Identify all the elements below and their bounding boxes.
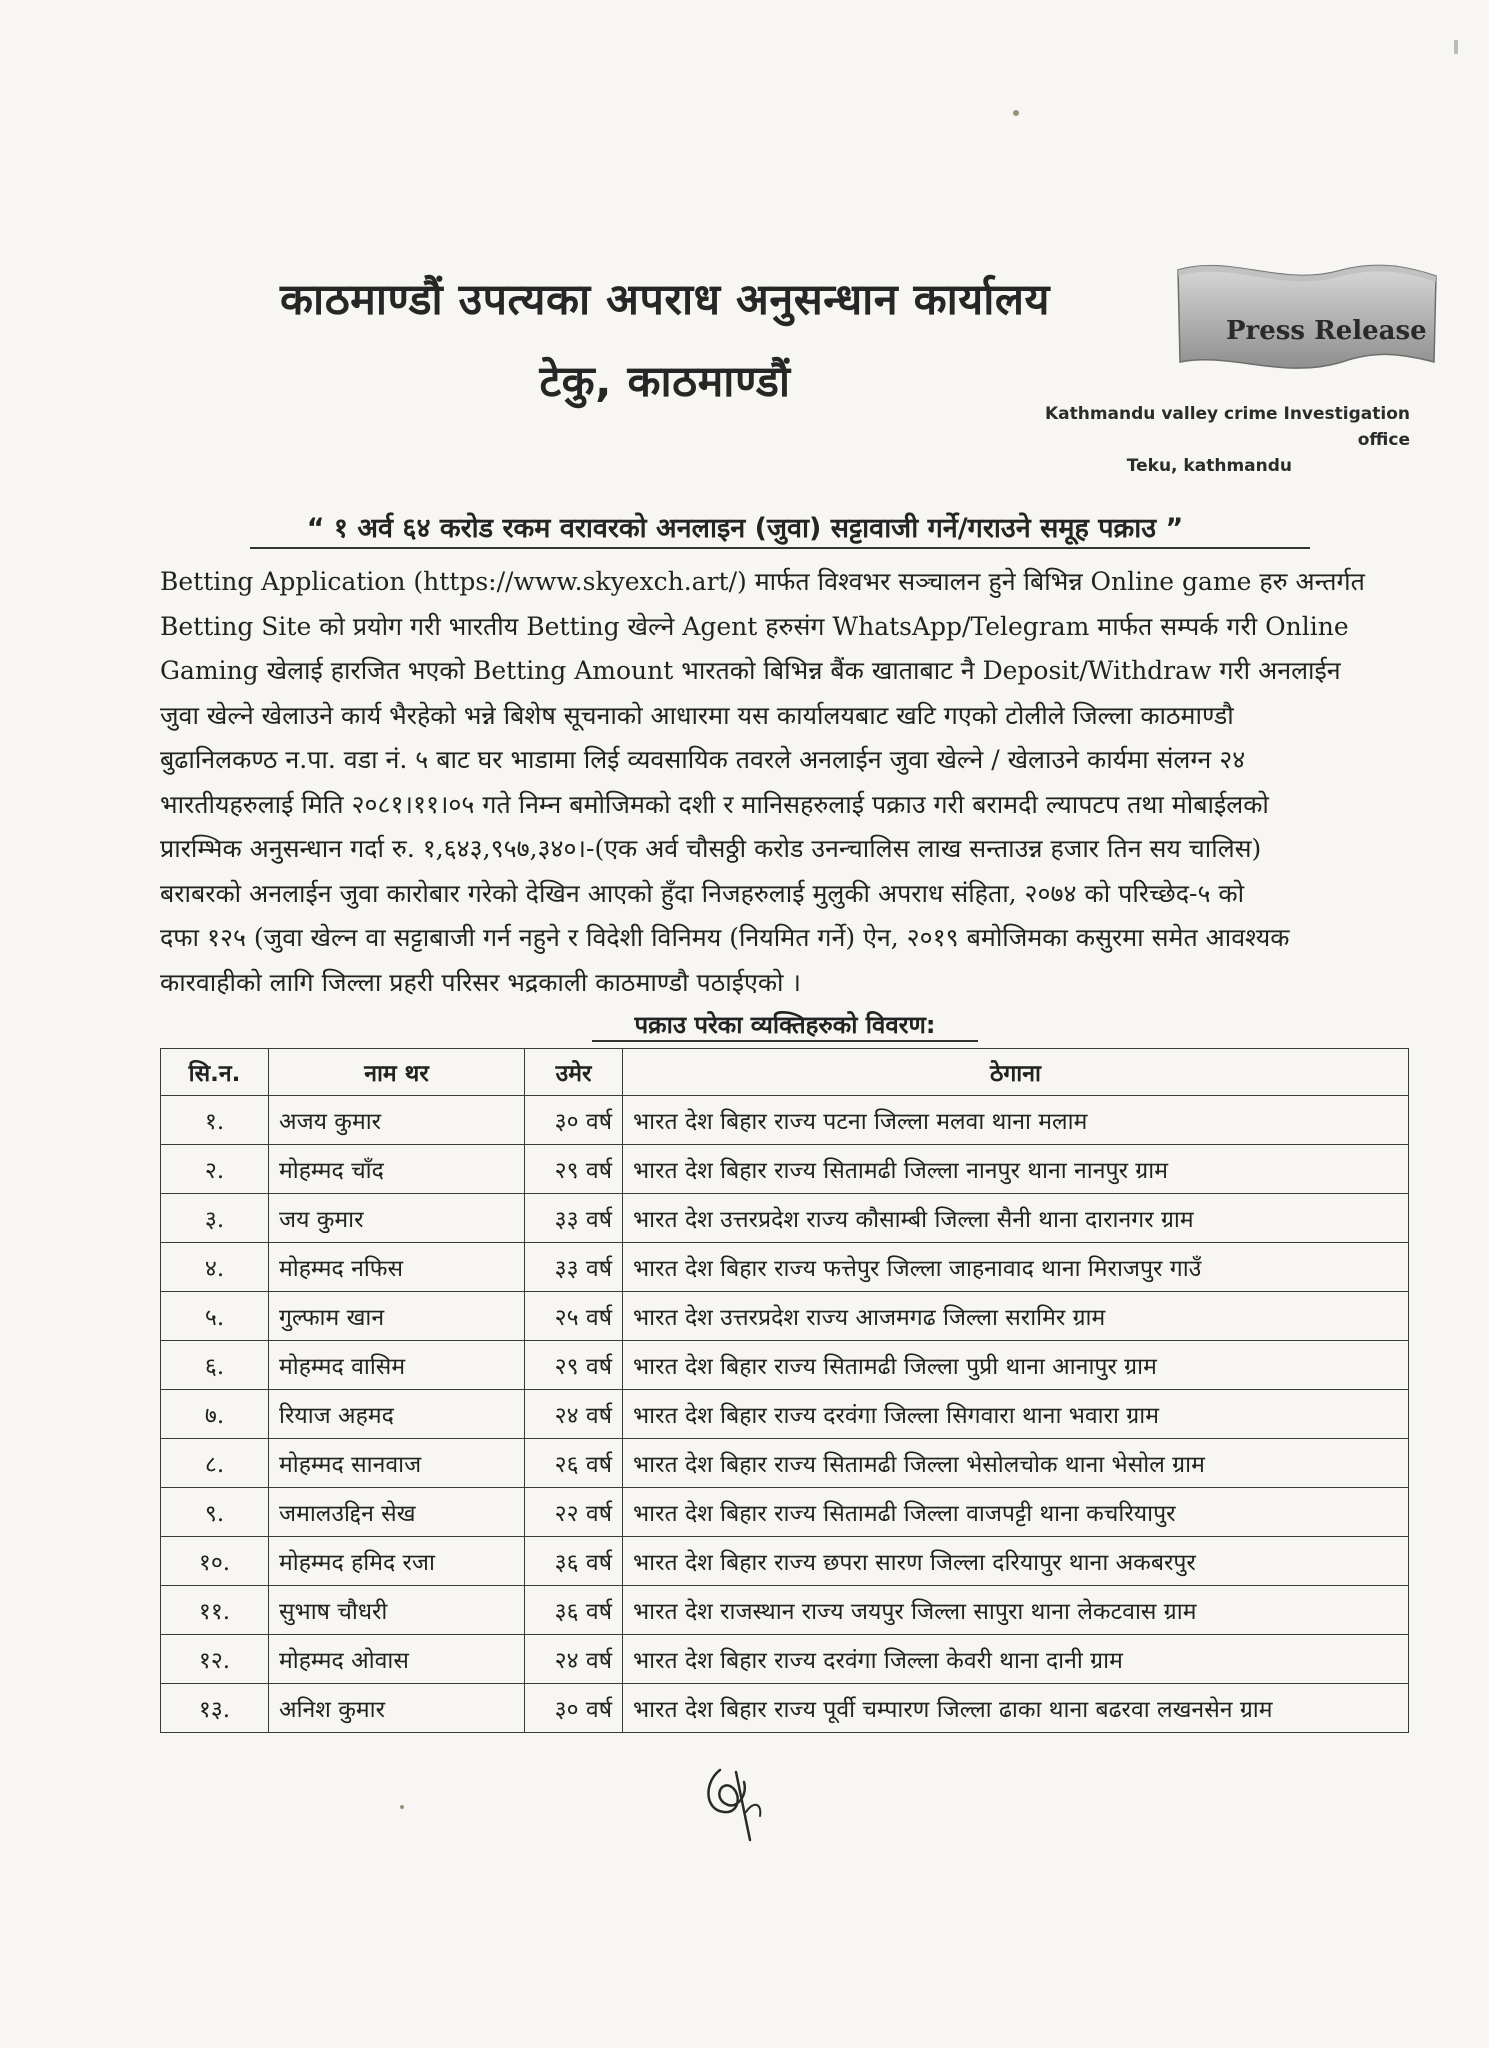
serial-cell: २. <box>161 1145 269 1194</box>
body-line: दफा १२५ (जुवा खेल्न वा सट्टाबाजी गर्न नहुने र विदेशी विनिमय (नियमित गर्ने) ऐन, २०१९ बमोजिमका कसुरमा समेत आवश्यक <box>160 923 1290 952</box>
paper-speck <box>1013 110 1019 116</box>
age-cell: ३३ वर्ष <box>525 1243 623 1292</box>
table-row <box>161 1341 1409 1390</box>
body-line: बराबरको अनलाईन जुवा कारोबार गरेको देखिन आएको हुँदा निजहरुलाई मुलुकी अपराध संहिता, २०७४ को परिच्छेद-५ को <box>160 878 1245 908</box>
name-cell: मोहम्मद नफिस <box>269 1243 525 1292</box>
table-row <box>161 1292 1409 1341</box>
serial-cell: १३. <box>161 1684 269 1733</box>
body-line: कारवाहीको लागि जिल्ला प्रहरी परिसर भद्रकाली काठमाण्डौ पठाईएको । <box>160 967 801 997</box>
age-cell: २४ वर्ष <box>525 1390 623 1439</box>
age-cell: २२ वर्ष <box>525 1488 623 1537</box>
serial-cell: ८. <box>161 1439 269 1488</box>
name-cell: जय कुमार <box>269 1194 525 1243</box>
serial-cell: ५. <box>161 1292 269 1341</box>
address-cell: भारत देश बिहार राज्य दरवंगा जिल्ला सिगवारा थाना भवारा ग्राम <box>623 1390 1409 1439</box>
handwritten-signature <box>690 1752 780 1842</box>
age-cell: ३३ वर्ष <box>525 1194 623 1243</box>
table-row <box>161 1243 1409 1292</box>
serial-cell: ७. <box>161 1390 269 1439</box>
age-cell: ३० वर्ष <box>525 1096 623 1145</box>
age-cell: २९ वर्ष <box>525 1341 623 1390</box>
name-cell: मोहम्मद वासिम <box>269 1341 525 1390</box>
table-row <box>161 1635 1409 1684</box>
body-line: Betting Application (https://www.skyexch.art/) मार्फत विश्वभर सञ्चालन हुने बिभिन्न Online game हरु अन्तर्गत <box>160 567 1365 596</box>
age-cell: २४ वर्ष <box>525 1635 623 1684</box>
table-caption: पक्राउ परेका व्यक्तिहरुको विवरण: <box>634 1011 936 1039</box>
table-row <box>161 1390 1409 1439</box>
name-cell: सुभाष चौधरी <box>269 1586 525 1635</box>
age-cell: २६ वर्ष <box>525 1439 623 1488</box>
address-cell: भारत देश बिहार राज्य सितामढी जिल्ला नानपुर थाना नानपुर ग्राम <box>623 1145 1409 1194</box>
table-row <box>161 1537 1409 1586</box>
body-paragraph <box>160 560 1410 1005</box>
serial-cell: ११. <box>161 1586 269 1635</box>
address-cell: भारत देश बिहार राज्य सितामढी जिल्ला भेसोलचोक थाना भेसोल ग्राम <box>623 1439 1409 1488</box>
address-cell: भारत देश राजस्थान राज्य जयपुर जिल्ला सापुरा थाना लेकटवास ग्राम <box>623 1586 1409 1635</box>
press-release-label: Press Release <box>1226 316 1427 346</box>
table-row <box>161 1488 1409 1537</box>
office-title: काठमाण्डौं उपत्यका अपराध अनुसन्धान कार्यालय <box>280 275 1050 325</box>
address-cell: भारत देश उत्तरप्रदेश राज्य कौसाम्बी जिल्ला सैनी थाना दारानगर ग्राम <box>623 1194 1409 1243</box>
english-office-line1: Kathmandu valley crime Investigation office <box>1044 404 1410 450</box>
serial-cell: ३. <box>161 1194 269 1243</box>
english-office-name <box>990 401 1410 479</box>
column-header-age: उमेर <box>525 1049 623 1096</box>
name-cell: अनिश कुमार <box>269 1684 525 1733</box>
address-cell: भारत देश बिहार राज्य छपरा सारण जिल्ला दरियापुर थाना अकबरपुर <box>623 1537 1409 1586</box>
table-row <box>161 1194 1409 1243</box>
name-cell: रियाज अहमद <box>269 1390 525 1439</box>
table-row <box>161 1439 1409 1488</box>
age-cell: ३० वर्ष <box>525 1684 623 1733</box>
serial-cell: ४. <box>161 1243 269 1292</box>
name-cell: मोहम्मद सानवाज <box>269 1439 525 1488</box>
table-header-row <box>161 1049 1409 1096</box>
body-line: प्रारम्भिक अनुसन्धान गर्दा रु. १,६४३,९५७,३४०।-(एक अर्व चौसठ्ठी करोड उनन्चालिस लाख सन्ताउन्न हजार तिन सय चालिस) <box>160 834 1262 863</box>
name-cell: अजय कुमार <box>269 1096 525 1145</box>
table-row <box>161 1096 1409 1145</box>
serial-cell: १०. <box>161 1537 269 1586</box>
body-line: Betting Site को प्रयोग गरी भारतीय Betting खेल्ने Agent हरुसंग WhatsApp/Telegram मार्फत सम्पर्क गरी Online <box>160 611 1349 641</box>
serial-cell: १. <box>161 1096 269 1145</box>
name-cell: मोहम्मद ओवास <box>269 1635 525 1684</box>
headline-underline <box>250 547 1310 549</box>
name-cell: मोहम्मद हमिद रजा <box>269 1537 525 1586</box>
body-line: Gaming खेलाई हारजित भएको Betting Amount भारतको बिभिन्न बैंक खाताबाट नै Deposit/Withdraw गरी अनलाईन <box>160 656 1341 685</box>
column-header-serial: सि.न. <box>161 1049 269 1096</box>
serial-cell: ९. <box>161 1488 269 1537</box>
office-location: टेकु, काठमाण्डौं <box>539 357 791 407</box>
table-row <box>161 1684 1409 1733</box>
address-cell: भारत देश बिहार राज्य पूर्वी चम्पारण जिल्ला ढाका थाना बढरवा लखनसेन ग्राम <box>623 1684 1409 1733</box>
address-cell: भारत देश उत्तरप्रदेश राज्य आजमगढ जिल्ला सरामिर ग्राम <box>623 1292 1409 1341</box>
english-office-line2: Teku, kathmandu <box>1126 456 1292 476</box>
serial-cell: १२. <box>161 1635 269 1684</box>
paper-speck <box>400 1805 404 1809</box>
body-line: बुढानिलकण्ठ न.पा. वडा नं. ५ बाट घर भाडामा लिई व्यवसायिक तवरले अनलाईन जुवा खेल्ने / खेलाउने कार्यमा संलग्न २४ <box>160 745 1246 774</box>
age-cell: २५ वर्ष <box>525 1292 623 1341</box>
name-cell: जमालउद्दिन सेख <box>269 1488 525 1537</box>
address-cell: भारत देश बिहार राज्य फत्तेपुर जिल्ला जाहनावाद थाना मिराजपुर गाउँ <box>623 1243 1409 1292</box>
address-cell: भारत देश बिहार राज्य दरवंगा जिल्ला केवरी थाना दानी ग्राम <box>623 1635 1409 1684</box>
column-header-name: नाम थर <box>269 1049 525 1096</box>
caption-underline <box>592 1040 978 1042</box>
paper-speck <box>1454 40 1458 54</box>
column-header-address: ठेगाना <box>623 1049 1409 1096</box>
table-row <box>161 1145 1409 1194</box>
address-cell: भारत देश बिहार राज्य पटना जिल्ला मलवा थाना मलाम <box>623 1096 1409 1145</box>
press-headline: “ १ अर्व ६४ करोड रकम वरावरको अनलाइन (जुवा) सट्टावाजी गर्ने/गराउने समूह पक्राउ ” <box>306 513 1184 544</box>
address-cell: भारत देश बिहार राज्य सितामढी जिल्ला वाजपट्टी थाना कचरियापुर <box>623 1488 1409 1537</box>
name-cell: गुल्फाम खान <box>269 1292 525 1341</box>
age-cell: २९ वर्ष <box>525 1145 623 1194</box>
age-cell: ३६ वर्ष <box>525 1586 623 1635</box>
body-line: जुवा खेल्ने खेलाउने कार्य भैरहेको भन्ने बिशेष सूचनाको आधारमा यस कार्यालयबाट खटि गएको टोलीले जिल्ला काठमाण्डौ <box>160 700 1234 730</box>
age-cell: ३६ वर्ष <box>525 1537 623 1586</box>
table-row <box>161 1586 1409 1635</box>
name-cell: मोहम्मद चाँद <box>269 1145 525 1194</box>
address-cell: भारत देश बिहार राज्य सितामढी जिल्ला पुप्री थाना आनापुर ग्राम <box>623 1341 1409 1390</box>
body-line: भारतीयहरुलाई मिति २०८१।११।०५ गते निम्न बमोजिमको दशी र मानिसहरुलाई पक्राउ गरी बरामदी ल्यापटप तथा मोबाईलको <box>160 789 1269 819</box>
arrested-persons-table <box>160 1048 1409 1733</box>
serial-cell: ६. <box>161 1341 269 1390</box>
